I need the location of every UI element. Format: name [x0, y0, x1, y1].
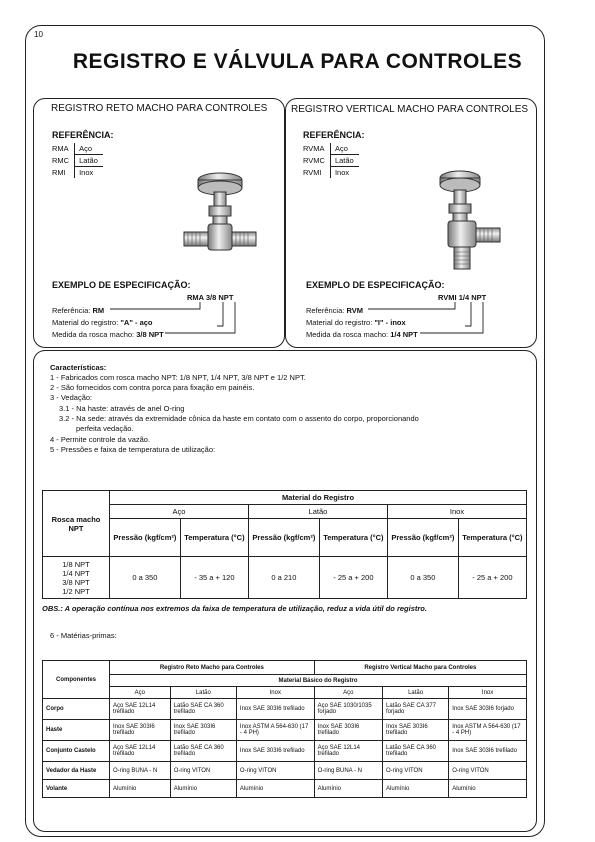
- char-line-3: 3 - Vedação:: [50, 393, 93, 402]
- table-row: [43, 699, 527, 720]
- right-ref-label: REFERÊNCIA:: [303, 130, 365, 140]
- row-name: Haste: [43, 720, 110, 741]
- left-spec-line-1: Referência: RM: [52, 306, 105, 315]
- ref-code: RVMA: [303, 144, 325, 154]
- char-line-3-2-cont: perfeita vedação.: [76, 424, 134, 433]
- materias-primas-label: 6 - Matérias-primas:: [50, 631, 117, 640]
- cell: Aço SAE 12L14 trefilado: [110, 699, 171, 720]
- cell: Latão SAE CA 360 trefilado: [170, 741, 236, 762]
- ref-code: RVMC: [303, 156, 325, 165]
- cell: Alumínio: [382, 780, 448, 798]
- cell: Alumínio: [449, 780, 527, 798]
- char-line-3-2: 3.2 - Na sede: através da extremidade cônica da haste em contato com o assento do corpo, proporcionando: [59, 414, 419, 423]
- ref-material: Inox: [330, 167, 358, 179]
- value-cell: - 25 a + 200: [458, 557, 526, 599]
- raw-materials-table: [42, 660, 527, 798]
- group-vertical-header: Registro Vertical Macho para Controles: [314, 661, 526, 675]
- cell: Aço SAE 1030/1035 forjado: [314, 699, 382, 720]
- temperatura-header: Temperatura (°C): [319, 519, 387, 557]
- ref-material: Latão: [330, 155, 358, 167]
- left-example-label: EXEMPLO DE ESPECIFICAÇÃO:: [52, 280, 191, 290]
- cell: Alumínio: [314, 780, 382, 798]
- vertical-valve-illustration: [430, 168, 510, 278]
- left-spec-brackets: [105, 302, 245, 338]
- pressure-temperature-table: [42, 490, 527, 599]
- row-name: Vedador da Haste: [43, 762, 110, 780]
- value-cell: - 25 a + 200: [319, 557, 387, 599]
- mat-col: Aço: [314, 687, 382, 699]
- cell: Inox SAE 303I6 trefilado: [314, 720, 382, 741]
- cell: O-ring BUNA - N: [314, 762, 382, 780]
- left-ref-label: REFERÊNCIA:: [52, 130, 114, 140]
- left-spec-line-3: Medida da rosca macho: 3/8 NPT: [52, 330, 164, 339]
- col-rosca-header: Rosca macho NPT: [43, 491, 110, 557]
- size-value: 1/8 NPT: [62, 559, 90, 569]
- right-spec-line-3: Medida da rosca macho: 1/4 NPT: [306, 330, 418, 339]
- material-header: Material do Registro: [110, 491, 527, 505]
- cell: Inox ASTM A 564-630 (17 - 4 PH): [449, 720, 527, 741]
- componentes-header: Componentes: [43, 661, 110, 699]
- ref-material: Aço: [75, 143, 103, 155]
- ref-code: RMC: [52, 156, 70, 165]
- ref-code: RVMI: [303, 167, 322, 177]
- cell: Aço SAE 12L14 trefilado: [314, 741, 382, 762]
- cell: Latão SAE CA 360 trefilado: [170, 699, 236, 720]
- material-basico-header: Material Básico do Registro: [110, 675, 527, 687]
- table-row: [43, 741, 527, 762]
- table-row: [43, 762, 527, 780]
- left-ref-table: [52, 143, 103, 178]
- value-cell: 0 a 350: [110, 557, 181, 599]
- cell: Alumínio: [170, 780, 236, 798]
- cell: Inox SAE 303I6 trefilado: [449, 741, 527, 762]
- right-spec-line-2: Material do registro: "I" - inox: [306, 318, 406, 327]
- table-row: [43, 720, 527, 741]
- right-ref-table: [303, 143, 359, 178]
- mat-col: Aço: [110, 687, 171, 699]
- cell: Inox ASTM A 564-630 (17 - 4 PH): [236, 720, 314, 741]
- right-spec-brackets: [365, 302, 495, 338]
- right-spec-line-1: Referência: RVM: [306, 306, 363, 315]
- cell: O-ring VITON: [170, 762, 236, 780]
- mat-col: Inox: [449, 687, 527, 699]
- temperatura-header: Temperatura (°C): [180, 519, 248, 557]
- cell: Inox SAE 303I6 trefilado: [110, 720, 171, 741]
- material-inox: Inox: [387, 505, 526, 519]
- left-panel-title: REGISTRO RETO MACHO PARA CONTROLES: [51, 103, 268, 114]
- page-title: REGISTRO E VÁLVULA PARA CONTROLES: [72, 50, 523, 73]
- cell: Inox SAE 303I6 forjado: [449, 699, 527, 720]
- ref-material: Inox: [75, 167, 103, 179]
- pressao-header: Pressão (kgf/cm²): [110, 519, 181, 557]
- value-cell: - 35 a + 120: [180, 557, 248, 599]
- row-name: Conjunto Castelo: [43, 741, 110, 762]
- straight-valve-illustration: [180, 170, 272, 270]
- left-example-code: RMA 3/8 NPT: [187, 293, 234, 302]
- cell: Alumínio: [236, 780, 314, 798]
- cell: Inox SAE 303I6 trefilado: [382, 720, 448, 741]
- sizes-cell: [43, 557, 110, 599]
- cell: Inox SAE 303I6 trefilado: [236, 699, 314, 720]
- char-line-3-1: 3.1 - Na haste: através de anel O-ring: [59, 404, 185, 413]
- pressao-header: Pressão (kgf/cm²): [387, 519, 458, 557]
- temperatura-header: Temperatura (°C): [458, 519, 526, 557]
- char-line-2: 2 - São fornecidos com contra porca para fixação em painéis.: [50, 383, 255, 392]
- mat-col: Latão: [382, 687, 448, 699]
- cell: O-ring VITON: [449, 762, 527, 780]
- char-line-4: 4 - Permite controle da vazão.: [50, 435, 151, 444]
- value-cell: 0 a 210: [248, 557, 319, 599]
- mat-col: Latão: [170, 687, 236, 699]
- size-value: 1/2 NPT: [62, 586, 90, 596]
- material-latao: Latão: [248, 505, 387, 519]
- ref-code: RMI: [52, 167, 66, 177]
- row-name: Corpo: [43, 699, 110, 720]
- cell: Latão SAE CA 377 forjado: [382, 699, 448, 720]
- table-row: [43, 780, 527, 798]
- page-number: 10: [34, 30, 43, 39]
- ref-code: RMA: [52, 144, 69, 154]
- cell: O-ring BUNA - N: [110, 762, 171, 780]
- characteristics-heading: Características:: [50, 363, 107, 372]
- char-line-1: 1 - Fabricados com rosca macho NPT: 1/8 NPT, 1/4 NPT, 3/8 NPT e 1/2 NPT.: [50, 373, 306, 382]
- ref-material: Aço: [330, 143, 358, 155]
- cell: Inox SAE 303I6 trefilado: [170, 720, 236, 741]
- pressao-header: Pressão (kgf/cm²): [248, 519, 319, 557]
- right-panel-title: REGISTRO VERTICAL MACHO PARA CONTROLES: [291, 104, 529, 115]
- material-aco: Aço: [110, 505, 249, 519]
- right-example-code: RVMI 1/4 NPT: [438, 293, 487, 302]
- ref-material: Latão: [75, 155, 103, 167]
- mat-col: Inox: [236, 687, 314, 699]
- cell: Inox SAE 303I6 trefilado: [236, 741, 314, 762]
- group-reto-header: Registro Reto Macho para Controles: [110, 661, 315, 675]
- cell: O-ring VITON: [382, 762, 448, 780]
- value-cell: 0 a 350: [387, 557, 458, 599]
- cell: Aço SAE 12L14 trefilado: [110, 741, 171, 762]
- row-name: Volante: [43, 780, 110, 798]
- cell: O-ring VITON: [236, 762, 314, 780]
- size-value: 3/8 NPT: [62, 577, 90, 587]
- obs-note: OBS.: A operação contínua nos extremos da faixa de temperatura de utilização, reduz a vida útil do registro.: [42, 604, 427, 613]
- cell: Alumínio: [110, 780, 171, 798]
- size-value: 1/4 NPT: [62, 568, 90, 578]
- cell: Latão SAE CA 360 trefilado: [382, 741, 448, 762]
- right-example-label: EXEMPLO DE ESPECIFICAÇÃO:: [306, 280, 445, 290]
- char-line-5: 5 - Pressões e faixa de temperatura de utilização:: [50, 445, 216, 454]
- left-spec-line-2: Material do registro: "A" - aço: [52, 318, 153, 327]
